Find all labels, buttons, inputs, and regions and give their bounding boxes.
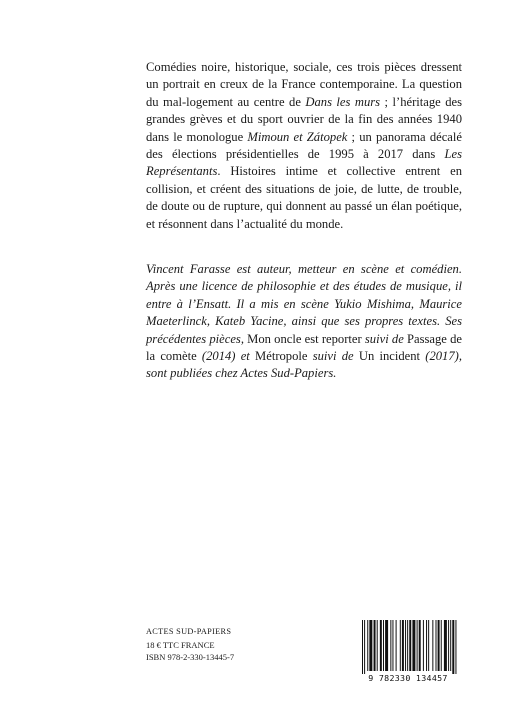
work-title-un-incident: Un incident: [358, 349, 421, 364]
bio-suivi-de-2: suivi de: [307, 349, 359, 364]
author-biography: [146, 261, 462, 383]
play-title-dans-les-murs: Dans les murs: [305, 94, 381, 109]
summary-text-2: ; l’héritage des grandes grèves et du sport ouvrier de la fin des années 1940 dans le monologue: [146, 94, 462, 144]
barcode: [354, 618, 462, 685]
barcode-bars: [354, 618, 462, 674]
isbn-text: ISBN 978-2-330-13445-7: [146, 652, 235, 662]
work-title-passage-de-la-comete: Passage de la comète: [146, 331, 462, 364]
bio-text-1: Vincent Farasse est auteur, metteur en scène et comédien. Après une licence de philosophie et des études de musique, il entre à l’Ensatt. Il a mis en scène Yukio Mishima, Maurice Maeterlinck, Kateb Yacine, ainsi que ses propres textes. Ses précédentes pièces,: [146, 262, 462, 346]
work-title-mon-oncle: Mon oncle est reporter: [247, 331, 362, 346]
summary-text-3: ; un panorama décalé des élections présidentielles de 1995 à 2017 dans: [146, 129, 462, 162]
publisher-logo: ACTES SUD-PAPIERS: [146, 627, 232, 636]
bio-year-2014: (2014) et: [196, 349, 256, 364]
play-title-mimoun-et-zatopek: Mimoun et Zátopek: [247, 129, 348, 144]
publisher-block: [146, 626, 234, 664]
price-text: 18 € TTC FRANCE: [146, 639, 215, 650]
summary-text-1: Comédies noire, historique, sociale, ces trois pièces dressent un portrait en creux de la France contemporaine. La question du mal-logement au centre de: [146, 60, 462, 109]
work-title-metropole: Métropole: [255, 349, 308, 364]
bio-suivi-de-1: suivi de: [361, 331, 407, 346]
back-cover-summary: [146, 59, 462, 233]
summary-text-4: . Histoires intime et collective entrent en collision, et créent des situations de joie, de lutte, de trouble, de doute ou de rupture, qui donnent au passé un élan poétique, et résonnent dans l’actualité du monde.: [146, 164, 462, 231]
bio-year-2017: (2017), sont publiées chez Actes Sud-Papiers.: [146, 349, 462, 381]
play-title-les-representants: Les Représentants: [146, 147, 462, 179]
barcode-digits: 9 782330 134457: [368, 673, 448, 683]
